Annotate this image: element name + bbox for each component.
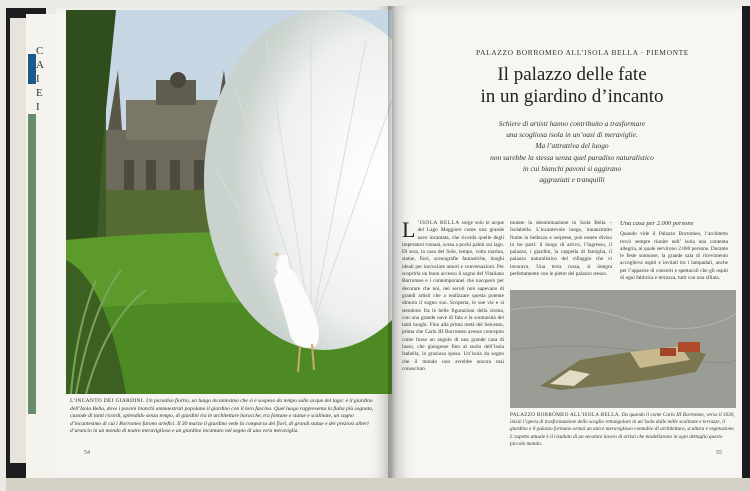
deck-line: Schiere di artisti hanno contribuito a trasformare bbox=[498, 119, 646, 128]
page-number-right: 55 bbox=[716, 450, 722, 456]
drop-cap: L bbox=[402, 217, 416, 242]
page-edges-bottom bbox=[6, 478, 750, 491]
section-subhead: Una casa per 2.000 persone bbox=[620, 220, 694, 227]
running-head: PALAZZO BORROMEO ALL’ISOLA BELLA · PIEMONTE bbox=[476, 48, 689, 57]
body-column-1 bbox=[402, 217, 504, 460]
book-cover-right-edge bbox=[742, 6, 750, 484]
deck-line: non sarebbe la stessa senza quel paradiso naturalistico bbox=[490, 152, 654, 162]
aerial-island-photo bbox=[510, 290, 736, 408]
body-column-2 bbox=[510, 220, 612, 292]
deck-line: in cui bianchi pavoni si aggirano bbox=[522, 163, 622, 173]
photo-caption-lead: L’INCANTO DEI GIARDINI. bbox=[70, 398, 145, 404]
article-title-line1: Il palazzo delle fate bbox=[497, 64, 647, 85]
photo-caption bbox=[70, 398, 386, 436]
aerial-caption-lead: PALAZZO BORROMEO ALL’ISOLA BELLA. bbox=[510, 412, 621, 418]
body-text-2: mutate la denominazione in Isola Bella – Isolabella. L’incantevole luogo, innanzitutto fiume in bellezza e sorprese, può essere diviso in tre parti: il luogo di arrivo, l’ingresso, il palazzo, i giardini, la cappella di famiglia, il palazzo naturalistico del villaggio che vi lavorava. Una terra rossa, si integra perfettamente con le pietre del palazzo stesso. bbox=[510, 220, 612, 278]
aerial-photo-caption bbox=[510, 412, 736, 448]
deck-line: aggraziati e tranquilli bbox=[539, 175, 605, 185]
left-page bbox=[56, 6, 392, 482]
peacock-garden-photo bbox=[66, 10, 392, 394]
article-title-line2: in un giardino d’incanto bbox=[480, 86, 664, 107]
body-column-3 bbox=[620, 220, 728, 292]
peacock-garden-illustration bbox=[66, 10, 392, 394]
aerial-caption-text: Da quando il conte Carlo III Borromeo, verso il 1630, iniziò l’opera di trasformazione dello scoglio rettangolare in un’isola dalle mille scalinate e terrazze, il giardino e il palazzo formano ormai un unico meraviglioso connubio di architettura, scultura e vegetazione. L’aspetto attuale è il risultato di un secolare lavoro di artisti che modellarono in ogni dettaglio questo piccolo mondo. bbox=[510, 412, 735, 447]
page-number-left: 54 bbox=[84, 450, 90, 456]
body-lead: ’ISOLA BELLA bbox=[417, 220, 460, 226]
body-text-1: sorge solo le acque del Lago Maggiore come una grande nave incantata, che ricorda quelle degli imperatori romani, scesa a pochi palmi sul lago. Di sera, la casa del Sole, tempo, volta marina, statue, fiori, scenografie fantastiche, luoghi ideali per incrociare amori e conversazioni. Per scoprirla un buon accesso il sogno del Vitaliano Borromeo e i contemporanei che nacquero per decorare che noi, nei secoli non sapevano di grandi artisti che a realizzare questa potente dimora il sogno suo. Scoperta, le sue vie e si stendono fra le belle figurazioni della sirena, con una grande nave di fata e la sontuosità dei tanti luoghi. Fino alla prima metà del Seicento, prima che Carlo III Borromeo avesse concepito come fosse un angolo di una grande casa di lusso, che giungesse fino al suolo dell’isola Isabella, la graziosa sposa. Un’isola da sogno che il mondo non avrebbe ancora mai conosciuto. bbox=[402, 220, 504, 372]
article-deck bbox=[452, 118, 692, 185]
photo-caption-text: Un paradiso fiorito, un lungo incantesimo che si è sospeso da tempo sulle acque del lago: è il giardino dell’Isola Bella, dove i pavoni bianchi ammaestrati popolano il giardino con il loro fascino. Quel luogo rappresenta la fiaba più sognata, custode di tanti ricordi, splendido senza tempo, di giardini tra le architetture barocche, tra fontane e statue e scalinate, un sogno d’incantesimo di cui i Borromeo furono artefici. Il 30 marzo il giardino vede la comparsa dei fiori, di grandi statue e dei preziosi alberi d’arancio in un mondo di teatro meraviglioso e un giardino incantato nel segno di una vera meraviglia. bbox=[70, 398, 374, 435]
body-text-3: Quando vide il Palazzo Borromeo, l’architetto trovò sempre riunite nell’ isola una contenta allegria, al quale servirono 2.000 persone. Durante le feste sontuose, la grande sala di ricevimento accoglieva ospiti e invitati tra i lampadari, anche per l’apparire di concerti e spettacoli che gli ospiti di ogni fabbrica e terrazza, tutti con una sfilata. bbox=[620, 231, 728, 282]
deck-line: Ma l’attrattiva del luogo bbox=[535, 141, 609, 151]
book-gutter bbox=[388, 6, 396, 482]
right-page bbox=[392, 6, 746, 482]
deck-line: una scogliosa isola in un’oasi di meraviglie. bbox=[506, 130, 638, 140]
underlying-page-letters: C A I E I bbox=[36, 45, 44, 113]
aerial-island-illustration bbox=[510, 290, 736, 408]
article-title bbox=[432, 64, 712, 108]
